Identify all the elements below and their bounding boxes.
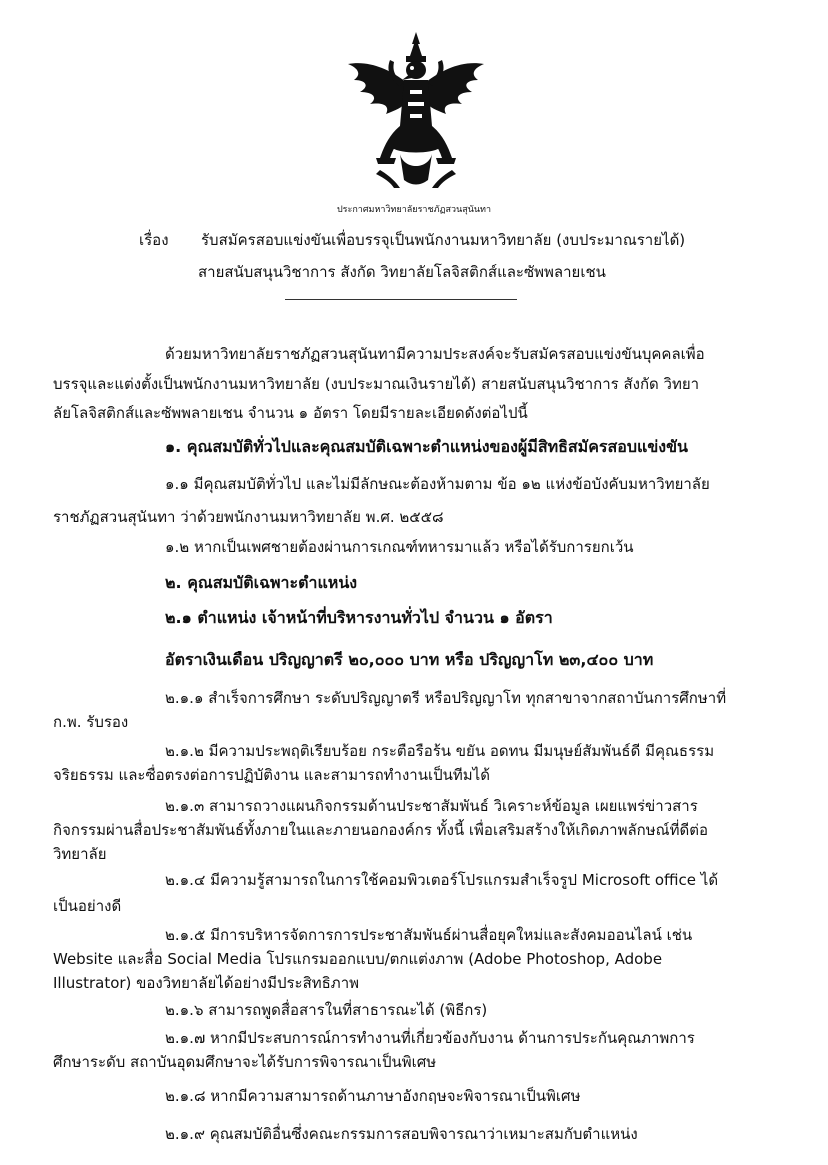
item-2-1-9: ๒.๑.๙ คุณสมบัติอื่นซึ่งคณะกรรมการสอบพิจารณาว่าเหมาะสมกับตำแหน่ง bbox=[165, 1125, 638, 1143]
intro-line-1: ด้วยมหาวิทยาลัยราชภัฏสวนสุนันทามีความประสงค์จะรับสมัครสอบแข่งขันบุคคลเพื่อ bbox=[165, 345, 705, 363]
garuda-emblem bbox=[340, 30, 492, 190]
header-divider bbox=[285, 299, 517, 300]
item-2-1-2-line-2: จริยธรรม และซื่อตรงต่อการปฏิบัติงาน และสามารถทำงานเป็นทีมได้ bbox=[53, 766, 490, 784]
item-1-1-line-1: ๑.๑ มีคุณสมบัติทั่วไป และไม่มีลักษณะต้องห้ามตาม ข้อ ๑๒ แห่งข้อบังคับมหาวิทยาลัย bbox=[165, 475, 710, 493]
item-2-1-3-line-2: กิจกรรมผ่านสื่อประชาสัมพันธ์ทั้งภายในและภายนอกองค์กร ทั้งนี้ เพื่อเสริมสร้างให้เกิดภาพลักษณ์ที่ดีต่อ bbox=[53, 821, 708, 839]
item-1-1-line-2: ราชภัฏสวนสุนันทา ว่าด้วยพนักงานมหาวิทยาลัย พ.ศ. ๒๕๕๘ bbox=[53, 508, 444, 526]
item-1-2: ๑.๒ หากเป็นเพศชายต้องผ่านการเกณฑ์ทหารมาแล้ว หรือได้รับการยกเว้น bbox=[165, 538, 634, 556]
item-2-1-4-line-1: ๒.๑.๔ มีความรู้สามารถในการใช้คอมพิวเตอร์โปรแกรมสำเร็จรูป Microsoft office ได้ bbox=[165, 871, 719, 889]
announcement-org: ประกาศมหาวิทยาลัยราชภัฏสวนสุนันทา bbox=[336, 205, 492, 215]
item-2-1-5-line-3: Illustrator) ของวิทยาลัยได้อย่างมีประสิทธิภาพ bbox=[53, 974, 360, 992]
position-title: ๒.๑ ตำแหน่ง เจ้าหน้าที่บริหารงานทั่วไป จำนวน ๑ อัตรา bbox=[165, 608, 553, 627]
item-2-1-6: ๒.๑.๖ สามารถพูดสื่อสารในที่สาธารณะได้ (พิธีกร) bbox=[165, 1001, 488, 1019]
item-2-1-1-line-2: ก.พ. รับรอง bbox=[53, 713, 129, 731]
item-2-1-7-line-2: ศึกษาระดับ สถาบันอุดมศึกษาจะได้รับการพิจารณาเป็นพิเศษ bbox=[53, 1053, 437, 1071]
item-2-1-5-line-1: ๒.๑.๕ มีการบริหารจัดการการประชาสัมพันธ์ผ่านสื่อยุคใหม่และสังคมออนไลน์ เช่น bbox=[165, 926, 693, 944]
intro-line-3: ลัยโลจิสติกส์และซัพพลายเชน จำนวน ๑ อัตรา โดยมีรายละเอียดดังต่อไปนี้ bbox=[53, 404, 528, 422]
subject-label: เรื่อง bbox=[139, 231, 169, 249]
intro-line-2: บรรจุและแต่งตั้งเป็นพนักงานมหาวิทยาลัย (งบประมาณเงินรายได้) สายสนับสนุนวิชาการ สังกัด วิทยา bbox=[53, 375, 700, 393]
item-2-1-4-line-2: เป็นอย่างดี bbox=[53, 897, 122, 915]
section-1-heading: ๑. คุณสมบัติทั่วไปและคุณสมบัติเฉพาะตำแหน่งของผู้มีสิทธิสมัครสอบแข่งขัน bbox=[165, 437, 688, 456]
section-2-heading: ๒. คุณสมบัติเฉพาะตำแหน่ง bbox=[165, 573, 358, 592]
item-2-1-2-line-1: ๒.๑.๒ มีความประพฤติเรียบร้อย กระตือรือร้น ขยัน อดทน มีมนุษย์สัมพันธ์ดี มีคุณธรรม bbox=[165, 742, 715, 760]
item-2-1-7-line-1: ๒.๑.๗ หากมีประสบการณ์การทำงานที่เกี่ยวข้องกับงาน ด้านการประกันคุณภาพการ bbox=[165, 1029, 695, 1047]
item-2-1-1-line-1: ๒.๑.๑ สำเร็จการศึกษา ระดับปริญญาตรี หรือปริญญาโท ทุกสาขาจากสถาบันการศึกษาที่ bbox=[165, 689, 727, 707]
item-2-1-3-line-3: วิทยาลัย bbox=[53, 845, 107, 863]
salary-line: อัตราเงินเดือน ปริญญาตรี ๒๐,๐๐๐ บาท หรือ ปริญญาโท ๒๓,๔๐๐ บาท bbox=[165, 650, 654, 669]
item-2-1-3-line-1: ๒.๑.๓ สามารถวางแผนกิจกรรมด้านประชาสัมพันธ์ วิเคราะห์ข้อมูล เผยแพร่ข่าวสาร bbox=[165, 797, 698, 815]
subject-text: รับสมัครสอบแข่งขันเพื่อบรรจุเป็นพนักงานมหาวิทยาลัย (งบประมาณรายได้) bbox=[201, 231, 686, 249]
item-2-1-5-line-2: Website และสื่อ Social Media โปรแกรมออกแบบ/ตกแต่งภาพ (Adobe Photoshop, Adobe bbox=[53, 950, 663, 968]
subject-subline: สายสนับสนุนวิชาการ สังกัด วิทยาลัยโลจิสติกส์และซัพพลายเชน bbox=[198, 263, 606, 281]
item-2-1-8: ๒.๑.๘ หากมีความสามารถด้านภาษาอังกฤษจะพิจารณาเป็นพิเศษ bbox=[165, 1087, 581, 1105]
